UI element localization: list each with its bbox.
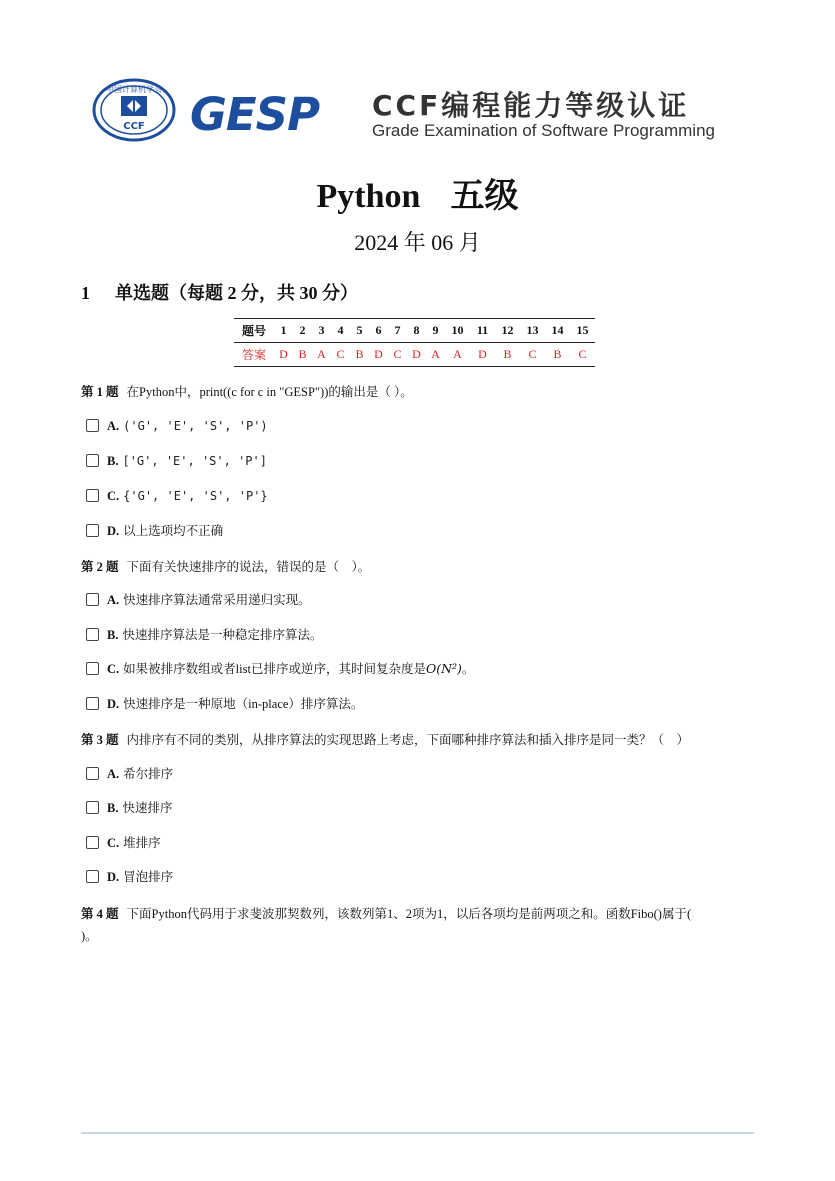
question-4 [81,904,691,922]
row-label: 答案 [234,343,274,367]
option-text: 如果被排序数组或者list已排序或逆序，其时间复杂度是 [123,662,426,676]
question-number-cell: 7 [388,319,407,343]
option-3d[interactable] [86,868,173,886]
question-number-cell: 10 [445,319,470,343]
answer-row [234,343,595,367]
checkbox[interactable] [86,419,99,432]
answer-cell: C [570,343,595,367]
answer-cell: B [545,343,570,367]
question-text: 下面有关快速排序的说法，错误的是（ ）。 [126,560,371,574]
option-letter: A. [107,593,120,607]
answer-cell: B [495,343,520,367]
answer-cell: B [350,343,369,367]
checkbox[interactable] [86,870,99,883]
gesp-logo: GESP [190,88,320,141]
answer-cell: B [293,343,312,367]
option-text: 快速排序 [122,801,173,815]
checkbox[interactable] [86,489,99,502]
option-text: 以上选项均不正确 [123,524,224,538]
option-letter: C. [107,489,120,503]
answer-cell: C [388,343,407,367]
question-number-cell: 3 [312,319,331,343]
option-3a[interactable] [86,765,173,783]
option-2a[interactable] [86,591,311,609]
question-text: 内排序有不同的类别，从排序算法的实现思路上考虑，下面哪种排序算法和插入排序是同一类？（ ） [126,733,690,747]
option-letter: D. [107,870,120,884]
option-text: {'G', 'E', 'S', 'P'} [123,489,268,503]
question-4-continuation: )。 [81,929,98,943]
option-2d[interactable] [86,695,363,713]
answer-cell: D [470,343,495,367]
option-2b[interactable] [86,626,322,644]
question-number-cell: 12 [495,319,520,343]
option-letter: A. [107,767,120,781]
option-letter: A. [107,419,120,433]
question-number-cell: 5 [350,319,369,343]
option-text: ['G', 'E', 'S', 'P'] [122,454,267,468]
option-1b[interactable] [86,452,267,470]
exam-header [92,78,752,150]
question-text: 在Python中，print((c for c in "GESP"))的输出是（ ）。 [126,385,413,399]
checkbox[interactable] [86,697,99,710]
answer-table [234,318,595,367]
document-date: 2024 年 06 月 [354,230,481,255]
answer-cell: D [274,343,293,367]
option-3c[interactable] [86,834,161,852]
question-number-cell: 13 [520,319,545,343]
checkbox[interactable] [86,524,99,537]
option-text: 快速排序是一种原地（in-place）排序算法。 [123,697,364,711]
question-number-cell: 15 [570,319,595,343]
question-label: 第 4 题 [81,907,119,921]
question-label: 第 3 题 [81,733,119,747]
option-text: 快速排序算法通常采用递归实现。 [123,593,311,607]
title-level: 五级 [450,178,519,215]
question-3 [81,730,689,748]
option-1c[interactable] [86,487,268,505]
question-number-cell: 6 [369,319,388,343]
option-2c[interactable] [86,660,474,678]
question-number-cell: 1 [274,319,293,343]
question-number-row [234,319,595,343]
question-number-cell: 11 [470,319,495,343]
option-text: 快速排序算法是一种稳定排序算法。 [122,628,323,642]
checkbox[interactable] [86,767,99,780]
footer-divider [81,1132,754,1134]
option-letter: B. [107,801,119,815]
checkbox[interactable] [86,836,99,849]
answer-cell: A [445,343,470,367]
option-letter: B. [107,454,119,468]
big-o-formula: O(N²) [425,661,462,676]
option-letter: C. [107,836,120,850]
seal-text-top: 中国计算机学会 [106,85,162,94]
option-letter: B. [107,628,119,642]
seal-text-bottom: CCF [123,121,145,132]
section-heading [81,279,358,305]
question-number-cell: 9 [426,319,445,343]
checkbox[interactable] [86,801,99,814]
option-1a[interactable] [86,417,268,435]
question-label: 第 2 题 [81,560,119,574]
answer-cell: C [331,343,350,367]
title-language: Python [316,178,421,215]
section-number: 1 [81,283,90,303]
option-text: 堆排序 [123,836,161,850]
answer-cell: A [312,343,331,367]
option-suffix: 。 [461,662,475,676]
brand-title-cn: CCF编程能力等级认证 [372,89,690,122]
question-2 [81,557,370,575]
answer-cell: C [520,343,545,367]
question-label: 第 1 题 [81,385,119,399]
option-letter: D. [107,524,120,538]
checkbox[interactable] [86,662,99,675]
answer-cell: D [407,343,426,367]
row-label: 题号 [234,319,274,343]
option-text: 希尔排序 [123,767,174,781]
question-text: 下面Python代码用于求斐波那契数列，该数列第1、2项为1，以后各项均是前两项之和。函数Fibo()属于( [126,907,692,921]
option-letter: D. [107,697,120,711]
question-number-cell: 2 [293,319,312,343]
option-text: 冒泡排序 [123,870,174,884]
question-number-cell: 4 [331,319,350,343]
option-text: ('G', 'E', 'S', 'P') [123,419,268,433]
checkbox[interactable] [86,593,99,606]
checkbox[interactable] [86,628,99,641]
document-title [0,168,835,217]
question-1 [81,382,413,400]
option-letter: C. [107,662,120,676]
question-number-cell: 8 [407,319,426,343]
answer-cell: A [426,343,445,367]
option-1d[interactable] [86,522,223,540]
answer-cell: D [369,343,388,367]
question-number-cell: 14 [545,319,570,343]
brand-title-en: Grade Examination of Software Programming [372,121,715,140]
ccf-seal-logo [92,78,176,142]
section-title: 单选题（每题 2 分，共 30 分） [115,283,358,303]
checkbox[interactable] [86,454,99,467]
option-3b[interactable] [86,799,172,817]
